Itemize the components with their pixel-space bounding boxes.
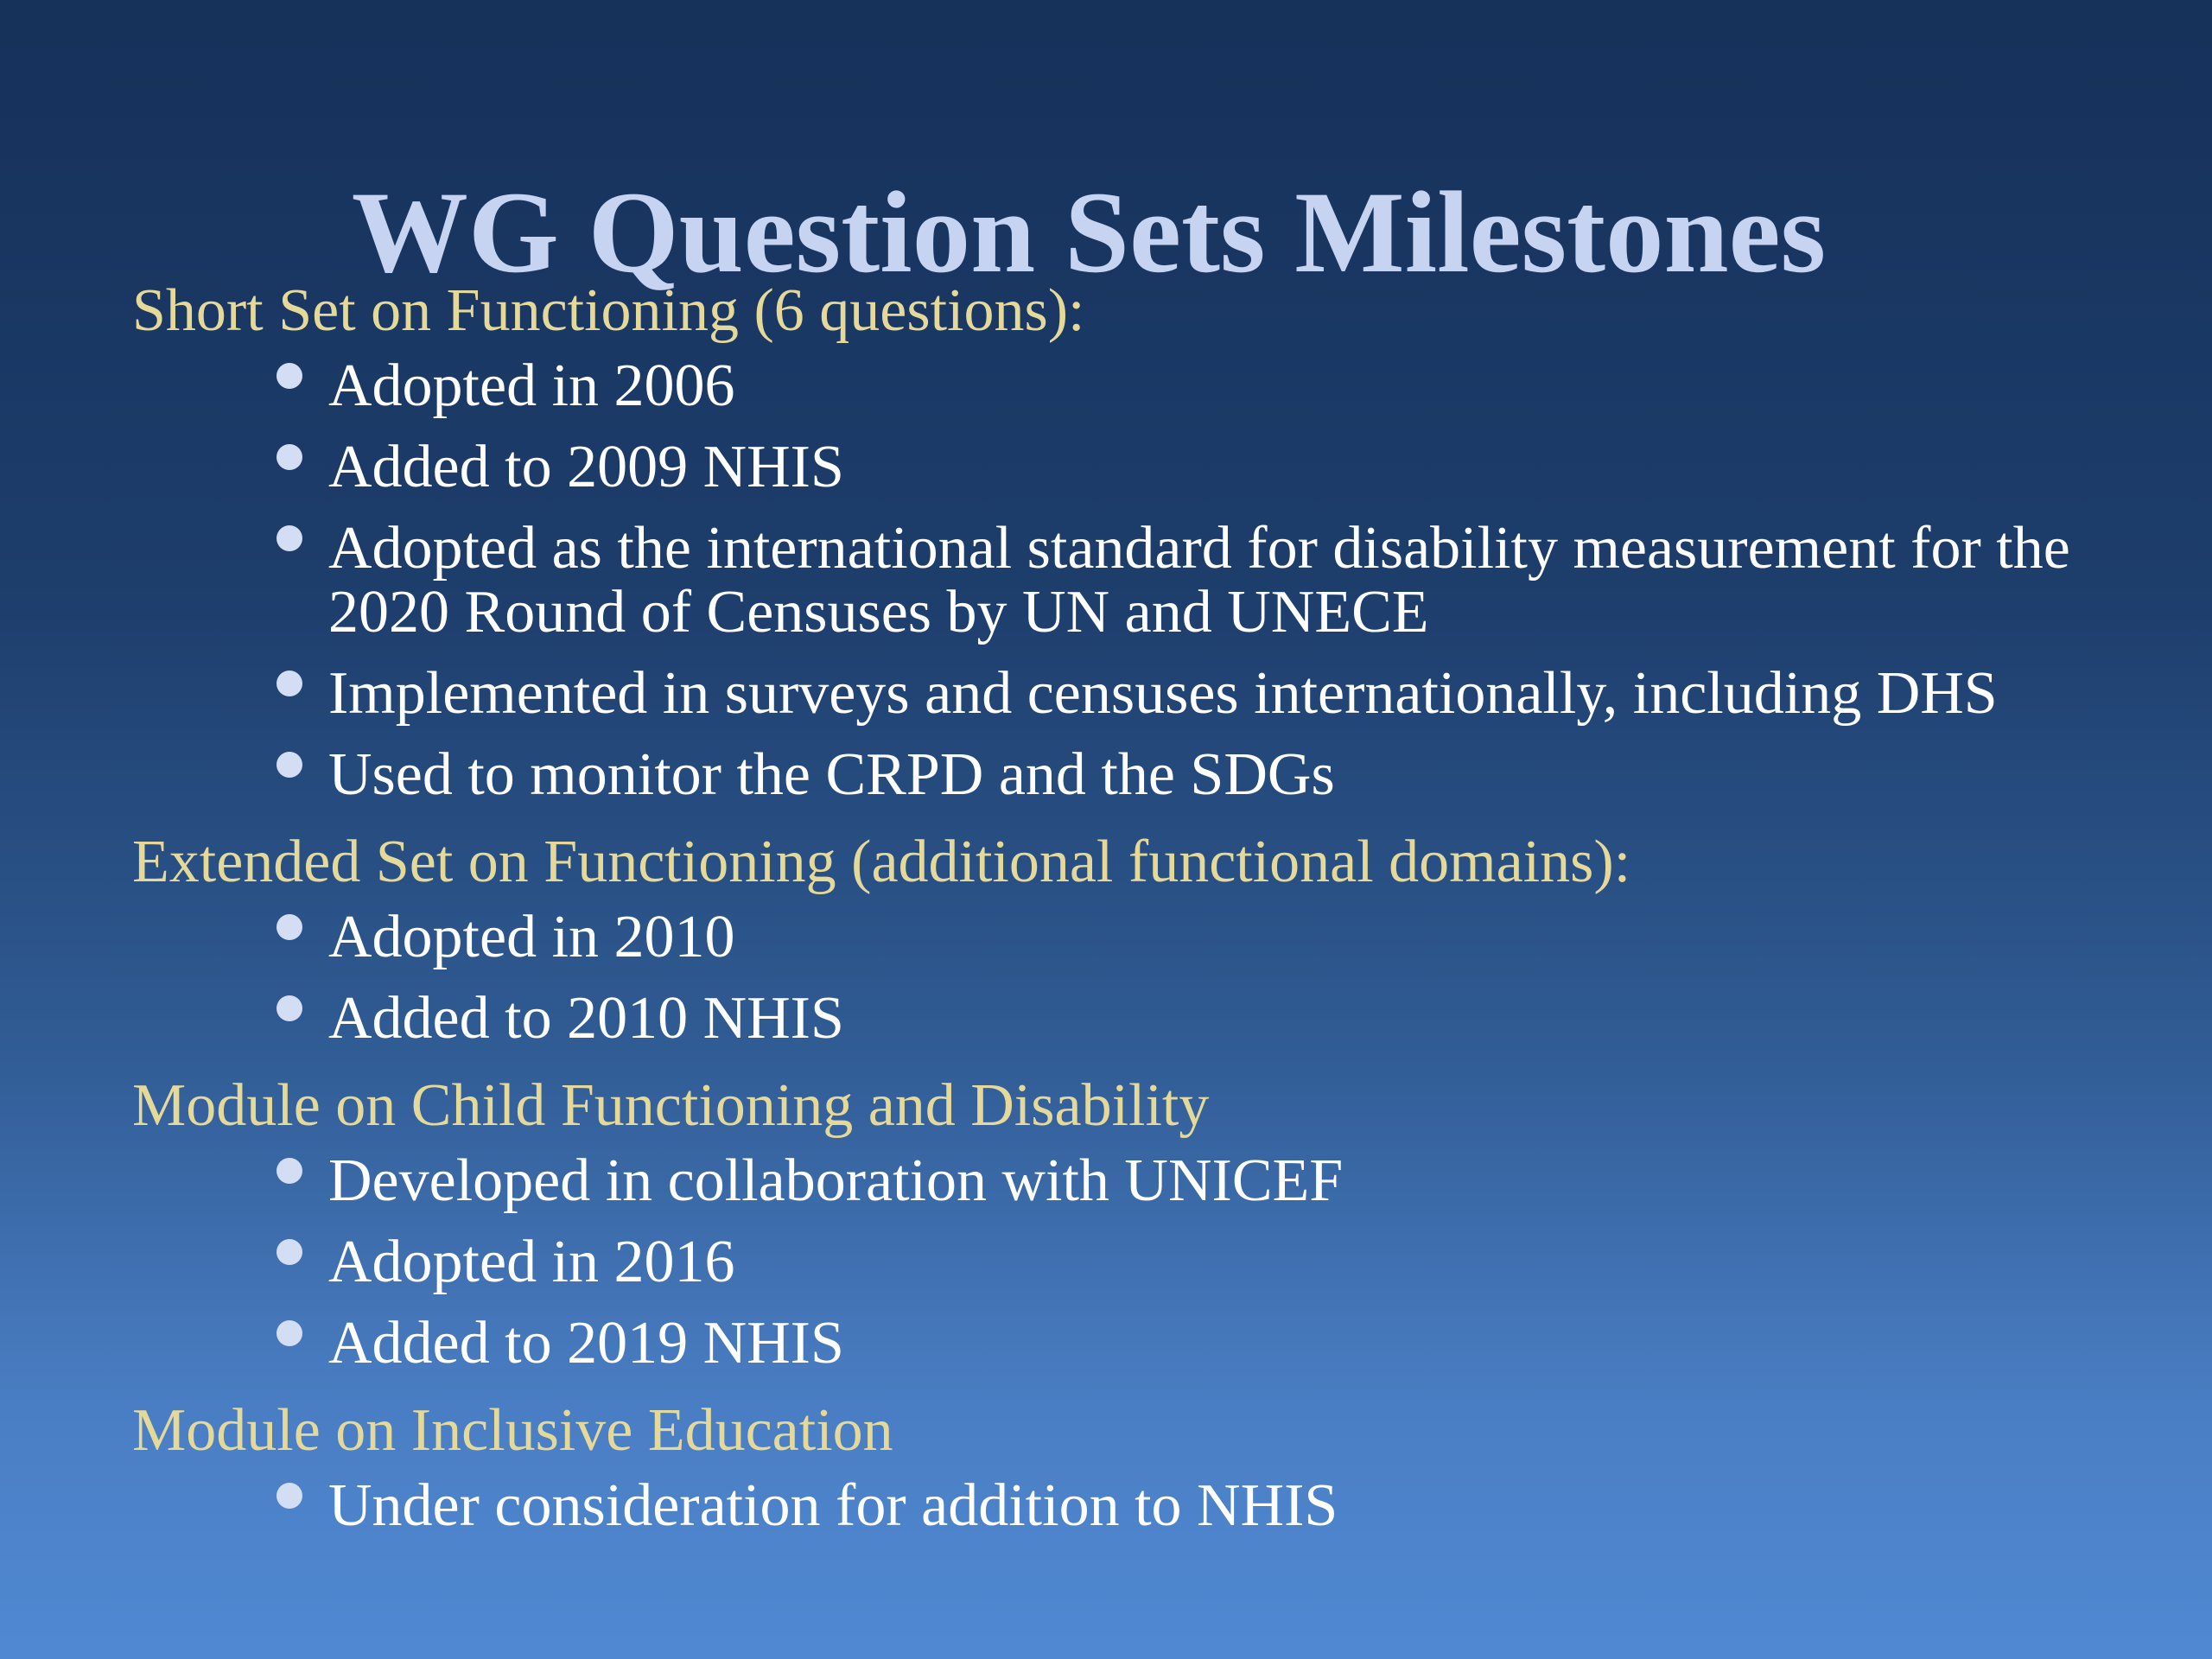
section-inclusive-education (132, 1393, 2120, 1538)
bullet-item (132, 662, 2120, 726)
bullet-text: Adopted in 2016 (328, 1229, 735, 1295)
slide-title: WG Question Sets Milestones (351, 168, 1827, 298)
bullet-text: Under consideration for addition to NHIS (328, 1472, 1338, 1539)
bullet-dot-icon (276, 671, 302, 696)
bullet-dot-icon (276, 1239, 302, 1265)
section-heading: Extended Set on Functioning (additional functional domains): (132, 829, 1631, 895)
bullet-text: Added to 2009 NHIS (328, 434, 844, 500)
section-heading: Module on Child Functioning and Disability (132, 1072, 1210, 1139)
bullet-text: Added to 2010 NHIS (328, 985, 844, 1052)
bullet-text: Adopted in 2010 (328, 904, 735, 970)
bullet-dot-icon (276, 1483, 302, 1509)
bullet-item (132, 1474, 2120, 1538)
section-child-functioning (132, 1068, 2120, 1376)
bullet-dot-icon (276, 363, 302, 389)
section-short-set (132, 273, 2120, 807)
section-heading: Short Set on Functioning (6 questions): (132, 277, 1085, 344)
bullet-text: Adopted as the international standard for disability measurement for the 2020 Round of Censuses by UN and UNECE (328, 515, 2070, 645)
bullet-item (132, 435, 2120, 499)
bullet-item (132, 1230, 2120, 1294)
bullet-item (132, 987, 2120, 1051)
slide-content (132, 273, 2120, 1555)
bullet-item (132, 1312, 2120, 1376)
bullet-dot-icon (276, 995, 302, 1021)
section-extended-set (132, 824, 2120, 1051)
bullet-text: Added to 2019 NHIS (328, 1310, 844, 1376)
bullet-text: Adopted in 2006 (328, 353, 735, 419)
bullet-list (132, 1149, 2120, 1376)
bullet-item (132, 743, 2120, 807)
bullet-dot-icon (276, 1158, 302, 1184)
bullet-dot-icon (276, 1320, 302, 1346)
bullet-text: Implemented in surveys and censuses internationally, including DHS (328, 660, 1998, 727)
bullet-dot-icon (276, 525, 302, 551)
bullet-dot-icon (276, 444, 302, 470)
bullet-item (132, 517, 2120, 645)
bullet-list (132, 354, 2120, 807)
bullet-text: Developed in collaboration with UNICEF (328, 1147, 1344, 1214)
bullet-list (132, 1474, 2120, 1538)
bullet-item (132, 354, 2120, 418)
bullet-text: Used to monitor the CRPD and the SDGs (328, 741, 1335, 808)
bullet-list (132, 906, 2120, 1051)
bullet-dot-icon (276, 752, 302, 778)
bullet-item (132, 906, 2120, 969)
bullet-dot-icon (276, 914, 302, 940)
section-heading: Module on Inclusive Education (132, 1397, 893, 1464)
bullet-item (132, 1149, 2120, 1213)
